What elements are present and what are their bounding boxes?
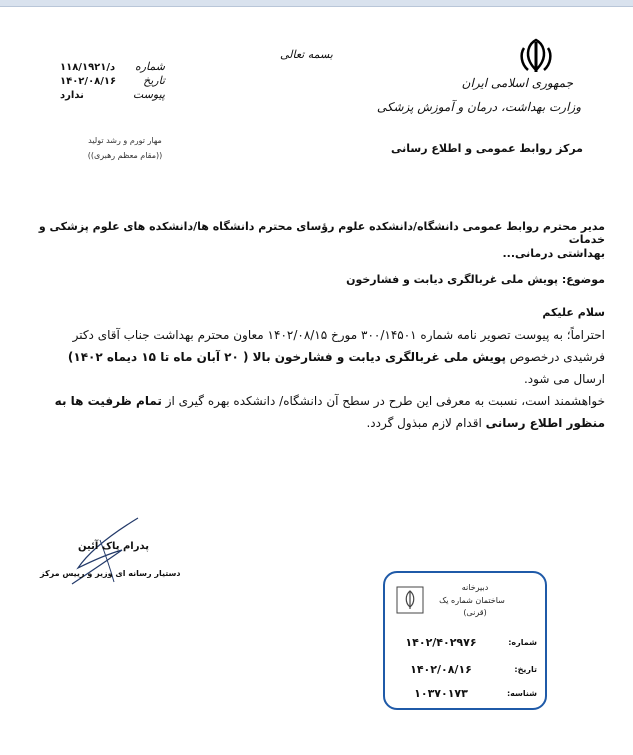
greeting: سلام علیکم xyxy=(542,306,605,319)
meta-date-value: ۱۴۰۲/۰۸/۱۶ xyxy=(60,76,117,87)
stamp-qarani: (قرنی) xyxy=(463,608,487,617)
ministry-line-1: جمهوری اسلامی ایران xyxy=(461,76,573,90)
stamp-number-label: شماره: xyxy=(508,638,537,647)
meta-number-row xyxy=(60,60,165,74)
meta-number-label: شماره xyxy=(134,60,165,73)
bismillah: بسمه تعالی xyxy=(280,48,333,61)
iran-emblem-icon xyxy=(514,34,558,78)
addressee-line-1: مدیر محترم روابط عمومی دانشگاه/دانشکده علوم رؤسای محترم دانشگاه ها/دانشکده های علوم پزشکی و خدمات xyxy=(38,220,605,246)
center-name: مرکز روابط عمومی و اطلاع رسانی xyxy=(391,142,583,155)
signature-name: پدرام پاک آئین xyxy=(78,541,150,552)
p1-text-bold: پویش ملی غربالگری دیابت و فشارخون بالا ( ۲۰ آبان ماه تا ۱۵ دیماه ۱۴۰۲) xyxy=(67,350,506,364)
stamp-number-row xyxy=(391,636,537,649)
window-top-bar xyxy=(0,0,633,7)
stamp-number-value: ۱۴۰۲/۴۰۲۹۷۶ xyxy=(405,636,477,649)
p1-text-a: احتراماً؛ به پیوست تصویر نامه شماره ۳۰۰/۱۴۵۰۱ مورخ ۱۴۰۲/۰۸/۱۵ معاون محترم بهداشت جناب آقای دکتر فرشیدی درخصوص xyxy=(72,328,605,364)
p2-text-a: خواهشمند است، نسبت به معرفی این طرح در سطح آن دانشگاه/ دانشکده بهره گیری از xyxy=(161,394,605,408)
letter-subject: موضوع: پویش ملی غربالگری دیابت و فشارخون xyxy=(346,273,605,286)
stamp-id-row xyxy=(391,687,537,700)
secretariat-stamp xyxy=(383,571,547,710)
p2-text-c: اقدام لازم مبذول گردد. xyxy=(366,416,486,430)
meta-number-value: د/۱۱۸/۱۹۲۱ xyxy=(60,62,116,73)
letter-meta xyxy=(60,60,165,102)
meta-attachment-value: ندارد xyxy=(60,90,84,101)
stamp-date-row xyxy=(391,663,537,676)
stamp-id-value: ۱۰۳۷۰۱۷۳ xyxy=(414,687,468,700)
meta-date-label: تاریخ xyxy=(143,74,165,87)
p2-text-bold: تمام ظرفیت ها به منظور اطلاع رسانی xyxy=(54,394,605,430)
stamp-date-label: تاریخ: xyxy=(514,665,537,674)
ministry-line-2: وزارت بهداشت، درمان و آموزش پزشکی xyxy=(376,100,581,114)
body-paragraph-2 xyxy=(45,390,605,434)
meta-attachment-label: پیوست xyxy=(132,88,165,101)
p1-text-c: ارسال می شود. xyxy=(523,372,605,386)
stamp-id-label: شناسه: xyxy=(506,689,537,698)
ministry-stamp-logo-icon xyxy=(395,585,425,615)
stamp-date-value: ۱۴۰۲/۰۸/۱۶ xyxy=(410,663,472,676)
addressee-line-2: بهداشتی درمانی... xyxy=(502,247,605,260)
body-paragraph-1 xyxy=(45,324,605,390)
meta-date-row xyxy=(60,74,165,88)
signature-title: دستیار رسانه ای وزیر و رییس مرکز xyxy=(40,569,181,578)
stamp-building: ساختمان شماره یک xyxy=(439,596,505,605)
slogan-line-2: ((مقام معظم رهبری)) xyxy=(87,151,163,160)
meta-attachment-row xyxy=(60,88,165,102)
slogan-line-1: مهار تورم و رشد تولید xyxy=(88,136,162,145)
stamp-office: دبیرخانه xyxy=(461,583,489,592)
